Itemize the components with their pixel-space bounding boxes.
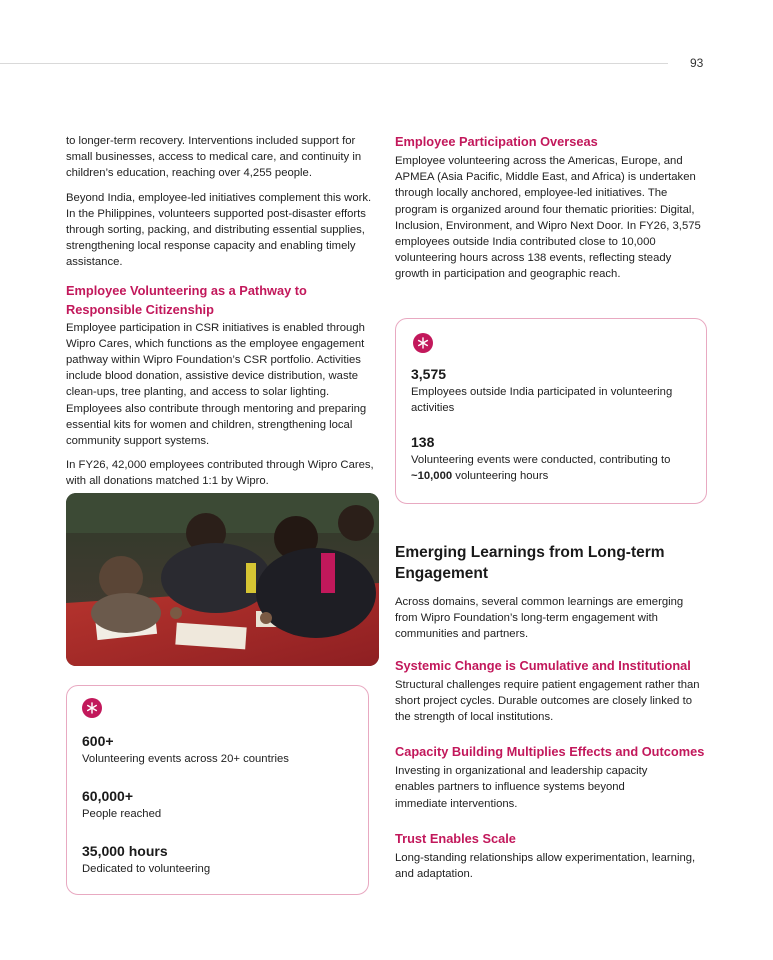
stat-description: Volunteering events across 20+ countries [82, 753, 289, 765]
learning-heading-systemic: Systemic Change is Cumulative and Institutional [395, 657, 691, 673]
stat-events [82, 732, 289, 768]
learning-heading-capacity: Capacity Building Multiplies Effects and Outcomes [395, 744, 705, 760]
learnings-section [395, 542, 708, 882]
stat-employees-outside-india [411, 365, 686, 416]
learning-body-trust: Long-standing relationships allow experimentation, learning, and adaptation. [395, 851, 696, 881]
volunteering-heading: Employee Volunteering as a Pathway to Responsible Citizenship [66, 282, 307, 317]
stat-hours [82, 842, 210, 878]
overseas-stats-card [395, 318, 707, 504]
stat-description-text-end: volunteering hours [452, 469, 549, 482]
learnings-intro: Across domains, several common learnings are emerging from Wipro Foundation’s long-term engagement with communities and partners. [395, 596, 684, 641]
stat-people [82, 787, 161, 823]
volunteering-paragraph-1: Employee participation in CSR initiatives is enabled through Wipro Cares, which functions as the employee engagement pathway within Wipro Foundation’s CSR portfolio. Activities include blood donation, assistive device distribution, waste clean-ups, tree planting, and access to solar lighting. Employees also contribute through mentoring and preparing essential kits for women and children, strengthening local community support systems. [66, 321, 367, 448]
stat-description: Dedicated to volunteering [82, 863, 211, 875]
right-column-top [395, 133, 708, 283]
stat-number: 60,000+ [82, 788, 133, 804]
stat-number: 138 [411, 434, 435, 450]
stat-description: Employees outside India participated in volunteering activities [411, 386, 673, 414]
stat-number: 600+ [82, 733, 114, 749]
learning-heading-trust: Trust Enables Scale [395, 830, 516, 846]
header-rule [0, 63, 668, 64]
stat-description [411, 453, 691, 484]
volunteering-paragraph-2: In FY26, 42,000 employees contributed through Wipro Cares, with all donations matched 1:1 by Wipro. [66, 459, 374, 488]
overseas-paragraph: Employee volunteering across the Americas, Europe, and APMEA (Asia Pacific, Middle East, and Africa) is undertaken through locally anchored, employee-led initiatives. The program is organized around four thematic priorities: Digital, Inclusion, Environment, and Wipro Next Door. In FY26, 3,575 employees outside India contributed close to 10,000 volunteering hours across 138 events, reflecting steady growth in participation and geographic reach. [395, 155, 701, 281]
learnings-heading: Emerging Learnings from Long-term Engagement [395, 544, 665, 582]
stat-overseas-events [411, 433, 691, 484]
intro-paragraph-2: Beyond India, employee-led initiatives complement this work. In the Philippines, volunteers supported post-disaster efforts through sorting, packing, and distributing essential supplies, strengthening local response capacity and enabling timely assistance. [66, 191, 372, 269]
overseas-heading: Employee Participation Overseas [395, 134, 598, 149]
global-volunteering-stats-card [66, 685, 369, 895]
stat-description-text: Volunteering events were conducted, contributing to [411, 454, 671, 466]
stat-number: 35,000 hours [82, 843, 168, 859]
stat-description: People reached [82, 808, 162, 820]
intro-paragraph-1: to longer-term recovery. Interventions included support for small businesses, access to medical care, and continuity in children’s education, reaching over 4,255 people. [66, 135, 362, 180]
asterisk-icon [413, 333, 433, 353]
stat-description-bold: ~10,000 [411, 469, 453, 482]
page-number: 93 [690, 56, 704, 70]
learning-body-capacity: Investing in organizational and leadership capacity enables partners to influence systems beyond immediate interventions. [395, 765, 648, 810]
volunteers-photo [66, 493, 379, 666]
stat-number: 3,575 [411, 366, 447, 382]
asterisk-icon [82, 698, 102, 718]
learning-body-systemic: Structural challenges require patient engagement rather than short project cycles. Durable outcomes are closely linked to the strength of local institutions. [395, 678, 700, 724]
left-column [66, 133, 378, 490]
